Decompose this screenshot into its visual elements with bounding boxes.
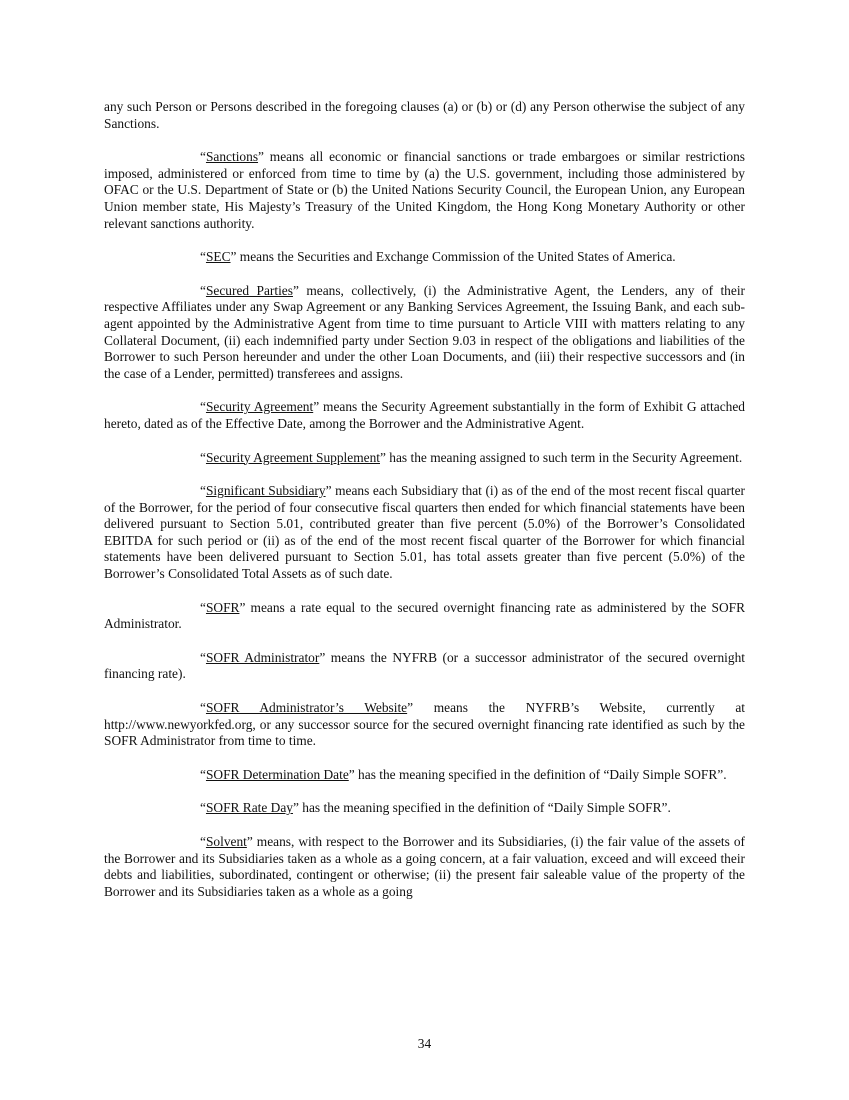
- definition-sofr: [104, 600, 745, 633]
- defined-term: Security Agreement: [205, 399, 314, 415]
- definition-solvent: [104, 834, 745, 900]
- definition-security-agreement: [104, 399, 745, 432]
- open-quote: “: [200, 599, 206, 615]
- defined-term: SOFR Rate Day: [205, 800, 293, 816]
- definition-sofr-rate-day: [104, 800, 745, 817]
- open-quote: “: [200, 766, 206, 782]
- definition-body: ” means the NYFRB’s Website, currently at http://www.newyorkfed.org, or any successor source for the secured overnight financing rate identified as such by the SOFR Administrator from time to time.: [104, 700, 745, 749]
- open-quote: “: [200, 649, 206, 665]
- definition-body: ” means the NYFRB (or a successor administrator of the secured overnight financing rate).: [104, 649, 746, 682]
- defined-term: Significant Subsidiary: [205, 483, 326, 499]
- open-quote: “: [200, 249, 206, 265]
- open-quote: “: [200, 399, 206, 415]
- open-quote: “: [200, 834, 206, 849]
- defined-term: SOFR: [205, 599, 240, 615]
- open-quote: “: [200, 149, 206, 165]
- defined-term: Solvent: [205, 834, 247, 849]
- definition-sofr-determination-date: [104, 767, 745, 784]
- document-page: [104, 99, 745, 917]
- definition-body: ” means each Subsidiary that (i) as of the end of the most recent fiscal quarter of the Borrower, for the period of four consecutive fiscal quarters then ended for which financial statements have been delivered pursuant to Section 5.01, contributed greater than five percent (5.0%) of the Borrower’s Consolidated EBITDA for such period or (ii) as of the end of the most recent fiscal quarter of the Borrower for which financial statements have been delivered pursuant to Section 5.01, has total assets greater than five percent (5.0%) of the Borrower’s Consolidated Total Assets as of such date.: [104, 483, 745, 582]
- definition-significant-subsidiary: [104, 483, 745, 583]
- defined-term: SEC: [205, 249, 231, 265]
- open-quote: “: [200, 282, 206, 298]
- defined-term: SOFR Administrator: [205, 649, 320, 665]
- defined-term: Secured Parties: [205, 282, 293, 298]
- open-quote: “: [200, 449, 206, 465]
- defined-term: SOFR Administrator’s Website: [205, 700, 408, 716]
- open-quote: “: [200, 483, 206, 499]
- definition-body: ” has the meaning specified in the definition of “Daily Simple SOFR”.: [348, 766, 727, 782]
- continuation-paragraph: [104, 99, 745, 132]
- definition-body: ” means the Security Agreement substantially in the form of Exhibit G attached hereto, dated as of the Effective Date, among the Borrower and the Administrative Agent.: [104, 399, 745, 431]
- definition-body: ” means all economic or financial sanctions or trade embargoes or similar restrictions imposed, administered or enforced from time to time by (a) the U.S. government, including those administered by OFAC or the U.S. Department of State or (b) the United Nations Security Council, the European Union, any European Union member state, His Majesty’s Treasury of the United Kingdom, the Hong Kong Monetary Authority or other relevant sanctions authority.: [104, 149, 745, 231]
- definition-body: ” means, collectively, (i) the Administrative Agent, the Lenders, any of their respective Affiliates under any Swap Agreement or any Banking Services Agreement, the Issuing Bank, and each sub-agent appointed by the Administrative Agent from time to time pursuant to Article VIII with matters relating to any Collateral Document, (ii) each indemnified party under Section 9.03 in respect of the obligations and liabilities of the Borrower to such Person hereunder and under the other Loan Documents, and (iii) their respective successors and (in the case of a Lender, permitted) transferees and assigns.: [104, 282, 746, 381]
- definition-body: ” means a rate equal to the secured overnight financing rate as administered by the SOFR Administrator.: [104, 599, 745, 632]
- definition-body: ” means, with respect to the Borrower and its Subsidiaries, (i) the fair value of the assets of the Borrower and its Subsidiaries taken as a whole as a going concern, at a fair valuation, exceed and will exceed their debts and liabilities, subordinated, contingent or otherwise; (ii) the present fair saleable value of the property of the Borrower and its Subsidiaries taken as a whole as a going: [104, 834, 745, 899]
- page-number: 34: [417, 1036, 432, 1051]
- definition-sofr-administrator: [104, 650, 745, 683]
- definition-body: ” has the meaning specified in the definition of “Daily Simple SOFR”.: [293, 800, 671, 816]
- definition-sec: [104, 249, 745, 266]
- defined-term: SOFR Determination Date: [205, 766, 349, 782]
- open-quote: “: [200, 800, 206, 816]
- open-quote: “: [200, 700, 206, 716]
- definition-security-agreement-supplement: [104, 450, 745, 467]
- definition-sanctions: [104, 149, 745, 232]
- definition-secured-parties: [104, 283, 745, 383]
- definition-body: ” means the Securities and Exchange Commission of the United States of America.: [230, 249, 676, 265]
- defined-term: Security Agreement Supplement: [205, 449, 380, 465]
- paragraph-text: any such Person or Persons described in the foregoing clauses (a) or (b) or (d) any Person otherwise the subject of any Sanctions.: [104, 99, 745, 131]
- definition-body: ” has the meaning assigned to such term in the Security Agreement.: [380, 449, 743, 465]
- defined-term: Sanctions: [205, 149, 259, 165]
- definition-sofr-administrators-website: [104, 700, 745, 750]
